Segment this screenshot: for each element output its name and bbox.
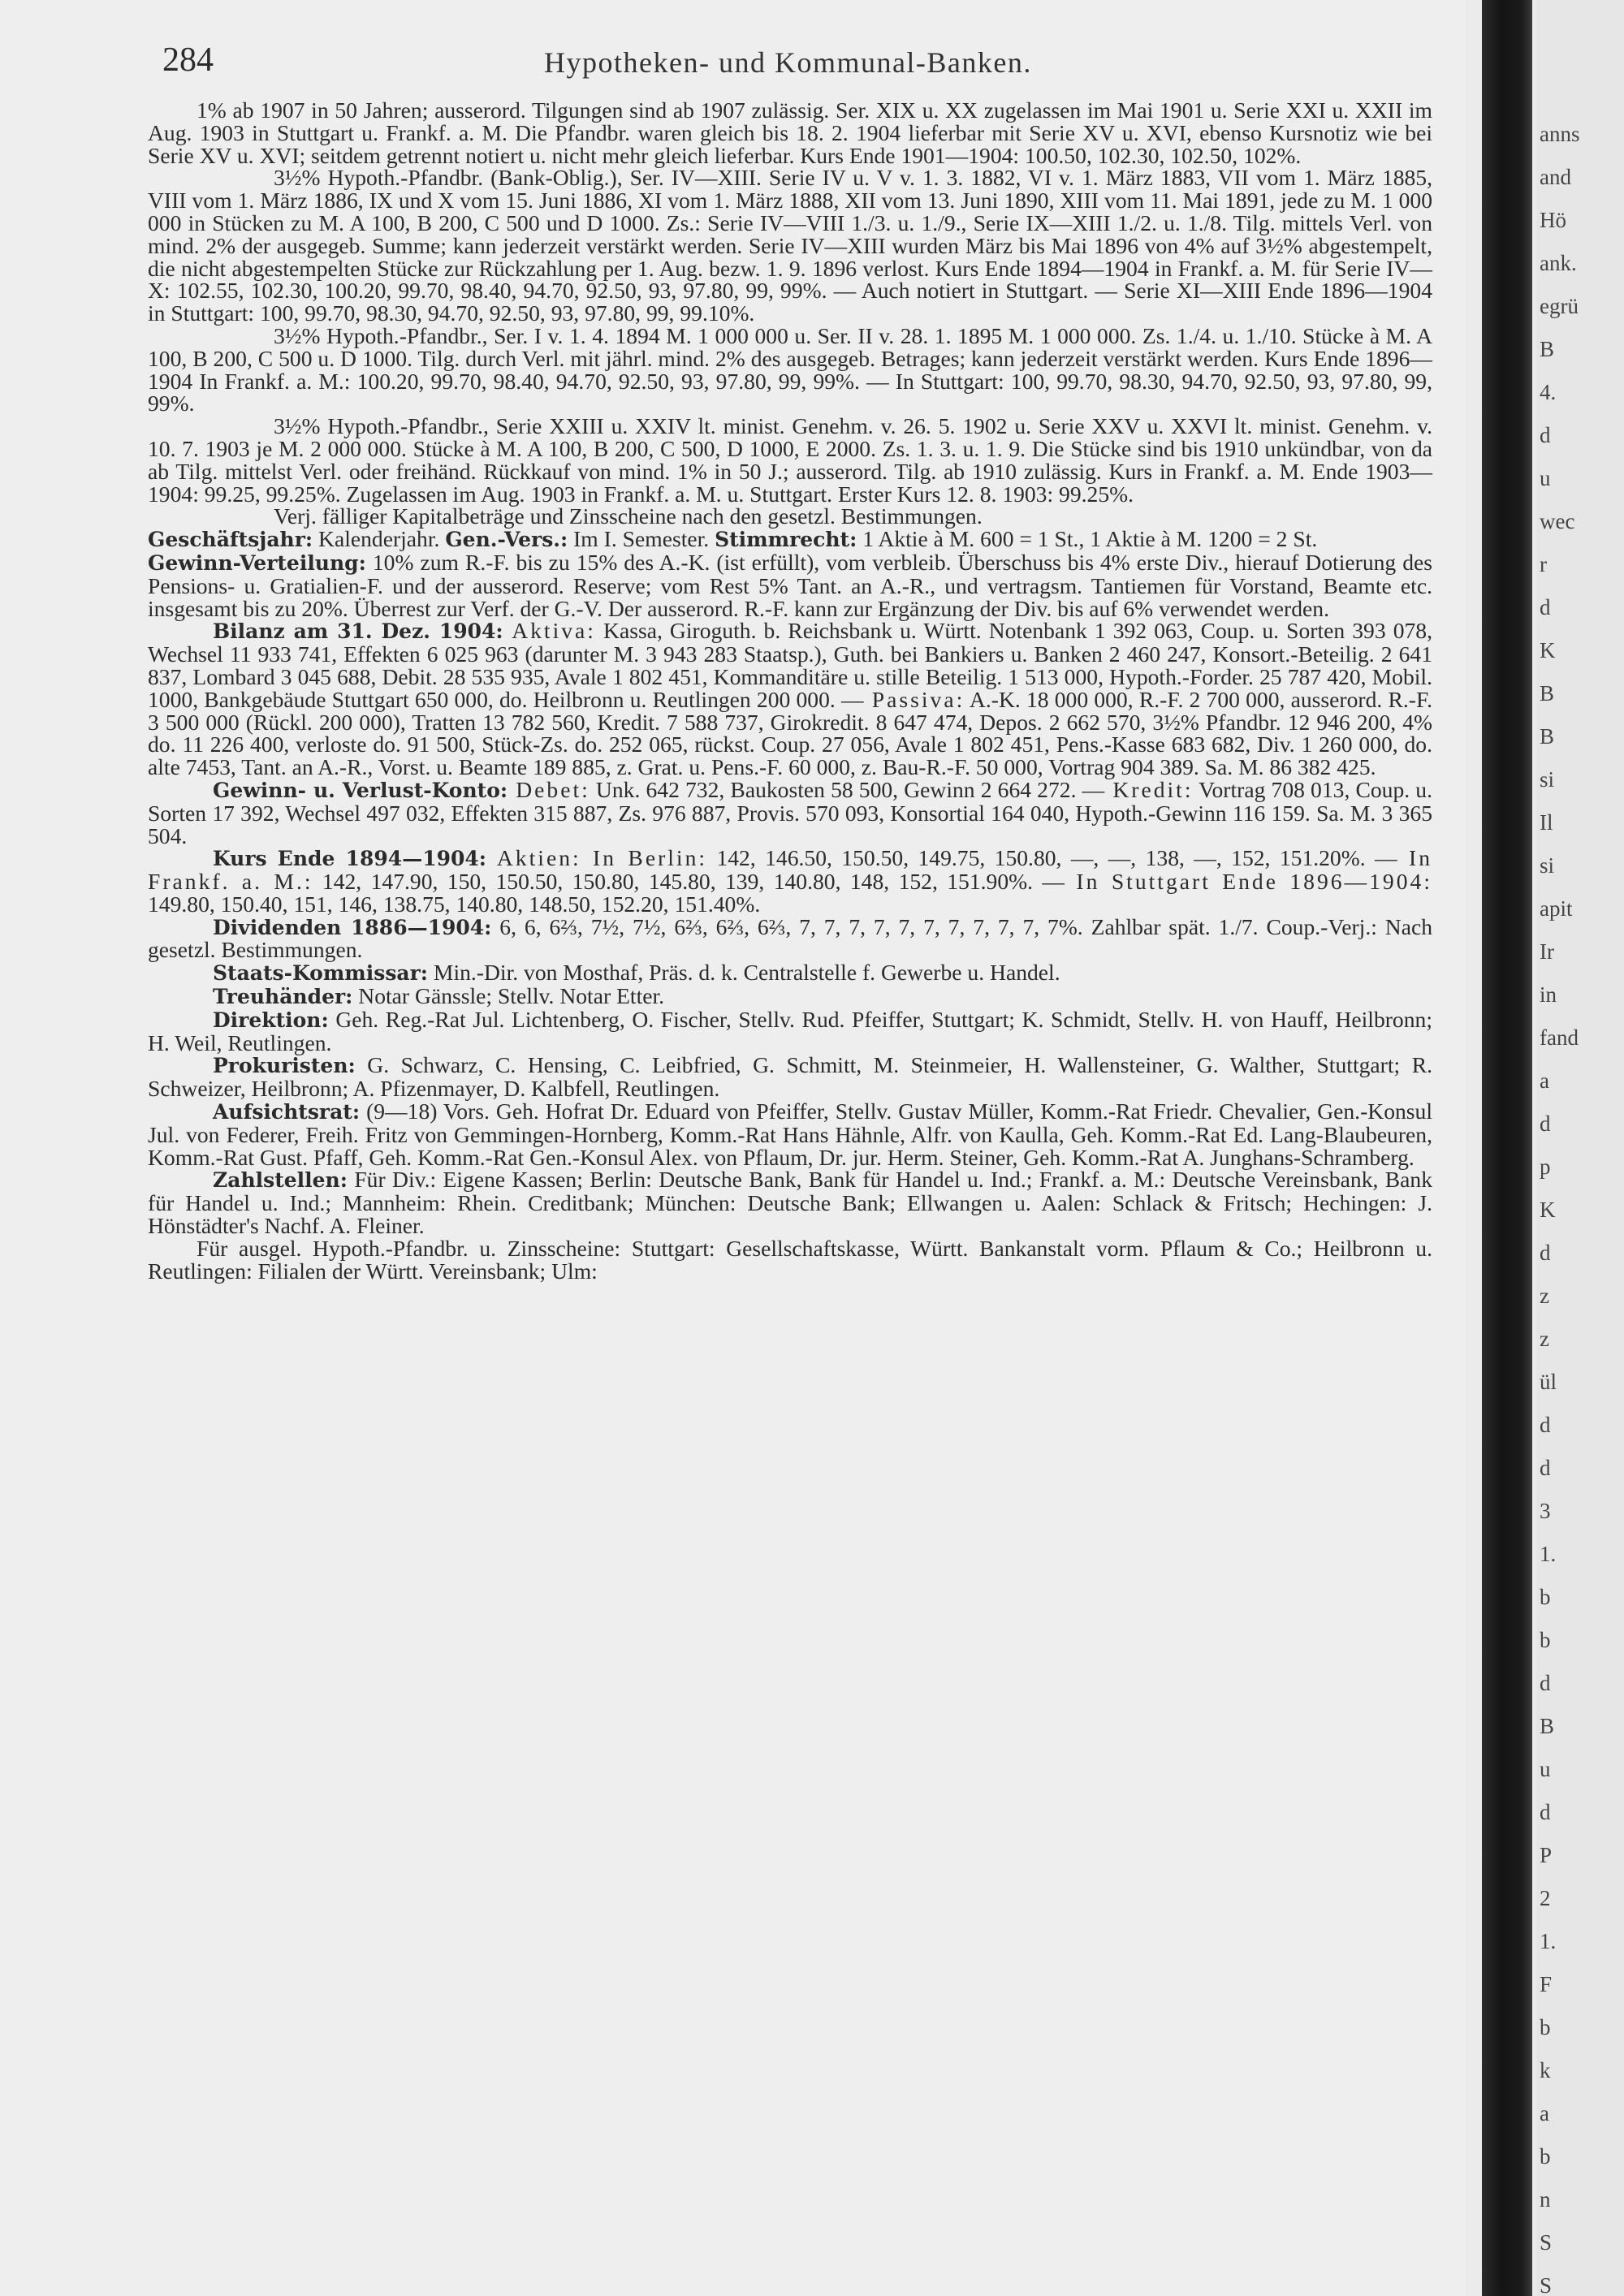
adjacent-page-fragment: d (1540, 1800, 1551, 1824)
adjacent-page-fragment: and (1540, 165, 1571, 189)
adjacent-page-fragment: si (1540, 853, 1555, 878)
adjacent-page-fragment: F (1540, 1972, 1553, 1996)
section-heading: Gewinn- u. Verlust-Konto: (213, 778, 508, 802)
adjacent-page-fragment: B (1540, 1714, 1555, 1738)
paragraph (148, 1054, 1432, 1100)
paragraph (148, 1008, 1432, 1055)
adjacent-page-fragment: d (1540, 1111, 1551, 1136)
paragraph-text: 3½% Hypoth.-Pfandbr., Serie XXIII u. XXIV lt. minist. Genehm. v. 26. 5. 1902 u. Serie XXV u. XXVI lt. minist. Genehm. v. 10. 7. 1903 je M. 2 000 000. Stücke à M. A 100, B 200, C 500, D 1000, E 2000. Zs. 1. 3. u. 1. 9. Die Stücke sind bis 1910 unkündbar, von da ab Tilg. mittelst Verl. oder freihänd. Rückkauf von mind. 1% in 50 J.; ausserord. Tilg. ab 1910 zulässig. Kurs in Frankf. a. M. Ende 1903—1904: 99.25, 99.25%. Zugelassen im Aug. 1903 in Frankf. a. M. u. Stuttgart. Erster Kurs 12. 8. 1903: 99.25%. (148, 413, 1432, 507)
section-heading: Geschäftsjahr: (148, 528, 313, 552)
paragraph (148, 528, 1432, 551)
section-heading: Gewinn-Verteilung: (148, 550, 366, 575)
paragraph (148, 505, 1432, 528)
section-heading: Prokuristen: (213, 1054, 356, 1078)
paragraph-text: 142, 147.90, 150, 150.50, 150.80, 145.80, 139, 140.80, 148, 152, 151.90%. — (313, 869, 1065, 895)
spaced-label: In Frankf. a. M.: (148, 845, 1432, 895)
adjacent-page-fragment: B (1540, 337, 1555, 361)
adjacent-page-fragment: ül (1540, 1370, 1557, 1394)
paragraph (148, 1237, 1432, 1283)
adjacent-page-fragment: z (1540, 1327, 1549, 1351)
adjacent-page-fragment: b (1540, 2015, 1551, 2039)
adjacent-page-fragment: in (1540, 982, 1557, 1007)
adjacent-page-fragment: egrü (1540, 294, 1579, 318)
adjacent-page-fragment: P (1540, 1843, 1553, 1867)
paragraph (148, 322, 1432, 416)
adjacent-page-fragment: d (1540, 423, 1551, 447)
adjacent-page-fragment: K (1540, 1198, 1556, 1222)
section-heading: Gen.-Vers.: (445, 528, 568, 552)
paragraph-text: G. Schwarz, C. Hensing, C. Leibfried, G. Schmitt, M. Steinmeier, H. Wallensteiner, G. Walther, Stuttgart; R. Schweizer, Heilbronn; A. Pfizenmayer, D. Kalbfell, Reutlingen. (148, 1052, 1432, 1102)
section-heading: Zahlstellen: (213, 1168, 348, 1193)
paragraph (148, 776, 1433, 848)
adjacent-page-fragment: Il (1540, 810, 1553, 835)
adjacent-page-fragment: d (1540, 1671, 1551, 1695)
paragraph-text: 1 Aktie à M. 600 = 1 St., 1 Aktie à M. 1200 = 2 St. (857, 526, 1318, 552)
paragraph-text: 149.80, 150.40, 151, 146, 138.75, 140.80, 148.50, 152.20, 151.40%. (148, 891, 761, 917)
binding-gutter (1482, 0, 1532, 2296)
spaced-label: Kredit: (1104, 776, 1194, 802)
adjacent-page-fragment: S (1540, 2230, 1553, 2255)
paragraph (148, 985, 1432, 1008)
body-text (148, 99, 1432, 1282)
running-title: Hypotheken- und Kommunal-Banken. (544, 46, 1032, 79)
paragraph-text: Notar Gänssle; Stellv. Notar Etter. (352, 983, 665, 1009)
adjacent-page-fragment: d (1540, 1413, 1551, 1437)
paragraph-text: 3½% Hypoth.-Pfandbr. (Bank-Oblig.), Ser. IV—XIII. Serie IV u. V v. 1. 3. 1882, VI v. 1. März 1883, VII vom 1. März 1885, VIII vom 1. März 1886, IX und X vom 15. Juni 1886, XI vom 1. März 1888, XII vom 13. Juni 1890, XIII vom 11. Mai 1891, jede zu M. 1 000 000 in Stücken zu M. A 100, B 200, C 500 und D 1000. Zs.: Serie IV—VIII 1./3. u. 1./9., Serie IX—XIII 1./2. u. 1./8. Tilg. mittels Verl. von mind. 2% der ausgegeb. Summe; kann jederzeit verstärkt werden. Serie IV—XIII wurden März bis Mai 1896 von 4% auf 3½% abgestempelt, die nicht abgestempelten Stücke zur Rückzahlung per 1. Aug. bezw. 1. 9. 1896 verlost. Kurs Ende 1894—1904 in Frankf. a. M. für Serie IV—X: 102.55, 102.30, 100.20, 99.70, 98.40, 94.70, 92.50, 93, 97.80, 99, 99%. — Auch notiert in Stuttgart. — Serie XI—XIII Ende 1896—1904 in Stuttgart: 100, 99.70, 98.30, 94.70, 92.50, 93, 97.80, 99, 99.10%. (148, 165, 1432, 326)
paragraph-text: Vortrag 708 013, Coup. u. Sorten 17 392, Wechsel 497 032, Effekten 315 887, Zs. 976 887, Provis. 570 093, Konsortial 164 040, Hypoth.-Gewinn 116 159. Sa. M. 3 365 504. (148, 776, 1433, 848)
adjacent-page-fragment: d (1540, 1456, 1551, 1480)
paragraph-text: A.-K. 18 000 000, R.-F. 2 700 000, ausserord. R.-F. 3 500 000 (Rückl. 200 000), Tratten 13 782 560, Kredit. 7 588 737, Girokredit. 8 647 474, Depos. 2 662 570, 3½% Pfandbr. 12 946 200, 4% do. 11 226 400, verloste do. 91 500, Stück-Zs. do. 252 065, rückst. Coup. 27 056, Avale 1 802 451, Pens.-Kasse 683 682, Div. 1 260 000, do. alte 7453, Tant. an A.-R., Vorst. u. Beamte 189 885, z. Grat. u. Pens.-F. 60 000, z. Bau-R.-F. 50 000, Vortrag 904 389. Sa. M. 86 382 425. (148, 686, 1432, 780)
paragraph-text: Unk. 642 732, Baukosten 58 500, Gewinn 2 664 272. — (590, 776, 1105, 802)
paragraph (148, 1100, 1432, 1168)
paragraph-text: (9—18) Vors. Geh. Hofrat Dr. Eduard von Pfeiffer, Stellv. Gustav Müller, Komm.-Rat Friedr. Chevalier, Gen.-Konsul Jul. von Federer, Freih. Fritz von Gemmingen-Hornberg, Komm.-Rat Hans Hähnle, Alfr. von Kaulla, Geh. Komm.-Rat Ed. Lang-Blaubeuren, Komm.-Rat Gust. Pfaff, Geh. Komm.-Rat Gen.-Konsul Alex. von Pflaum, Dr. jur. Herm. Steiner, Geh. Komm.-Rat A. Junghans-Schramberg. (148, 1098, 1432, 1170)
spaced-label: Passiva: (863, 686, 965, 712)
adjacent-page-fragment: 2 (1540, 1886, 1551, 1910)
paragraph-text: Für Div.: Eigene Kassen; Berlin: Deutsche Bank, Bank für Handel u. Ind.; Frankf. a. M.: Deutsche Vereinsbank, Bank für Handel u. Ind.; Mannheim: Rhein. Creditbank; München: Deutsche Bank; Ellwangen u. Aalen: Schlack & Fritsch; Hechingen: J. Hönstädter's Nachf. A. Fleiner. (148, 1167, 1432, 1239)
adjacent-page-fragment: ank. (1540, 251, 1577, 275)
paragraph-text: 10% zum R.-F. bis zu 15% des A.-K. (ist erfüllt), vom verbleib. Überschuss bis 4% erste Div., hierauf Dotierung des Pensions- u. Gratialien-F. und der ausserord. Reserve; vom Rest 5% Tant. an A.-R., und vertragsm. Tantiemen für Vorstand, Beamte etc. insgesamt bis zu 20%. Überrest zur Verf. der G.-V. Der ausserord. R.-F. kann zur Ergänzung der Div. bis auf 6% verwendet werden. (148, 549, 1432, 621)
adjacent-page-fragment: Ir (1540, 939, 1554, 964)
adjacent-page-fragment: d (1540, 595, 1551, 619)
spaced-label: In Stuttgart Ende 1896—1904: (1065, 869, 1432, 895)
adjacent-page-fragment: anns (1540, 122, 1580, 146)
adjacent-page-fragment: fand (1540, 1025, 1579, 1050)
adjacent-page-fragment: 4. (1540, 380, 1557, 404)
paragraph (148, 99, 1432, 166)
adjacent-page-fragment: b (1540, 1585, 1551, 1609)
section-heading: Dividenden 1886—1904: (213, 915, 492, 939)
adjacent-page-fragment: 3 (1540, 1499, 1551, 1523)
section-heading: Stimmrecht: (715, 528, 857, 552)
adjacent-page-fragment: z (1540, 1284, 1549, 1308)
paragraph-text: Min.-Dir. von Mosthaf, Präs. d. k. Centralstelle f. Gewerbe u. Handel. (428, 960, 1060, 986)
section-heading: Aufsichtsrat: (213, 1100, 361, 1124)
adjacent-page-fragment: r (1540, 552, 1547, 576)
section-heading: Bilanz am 31. Dez. 1904: (213, 619, 503, 644)
paragraph (148, 551, 1432, 619)
page-header (162, 41, 1445, 89)
spaced-label: Debet: (508, 776, 590, 802)
paragraph-text: Geh. Reg.-Rat Jul. Lichtenberg, O. Fischer, Stellv. Rud. Pfeiffer, Stuttgart; K. Schmidt, Stellv. H. von Hauff, Heilbronn; H. Weil, Reutlingen. (148, 1006, 1432, 1055)
adjacent-page-fragment: K (1540, 638, 1556, 662)
adjacent-page-fragment: a (1540, 2101, 1549, 2126)
section-heading: Staats-Kommissar: (213, 961, 429, 986)
adjacent-page-fragment: B (1540, 724, 1555, 749)
section-heading: Direktion: (213, 1008, 329, 1032)
paragraph (148, 913, 1432, 963)
adjacent-page-fragment: a (1540, 1068, 1549, 1093)
paragraph-text: Im I. Semester. (568, 526, 715, 552)
section-heading: Kurs Ende 1894—1904: (213, 847, 487, 871)
paragraph (148, 415, 1432, 505)
adjacent-page-fragment: apit (1540, 896, 1573, 921)
paragraph (148, 619, 1432, 779)
paragraph (148, 961, 1432, 985)
page-number: 284 (162, 41, 214, 79)
paragraph-text: 142, 146.50, 150.50, 149.75, 150.80, —, —, 138, —, 152, 151.20%. — (707, 845, 1397, 871)
paragraph-text: Kassa, Giroguth. b. Reichsbank u. Württ. Notenbank 1 392 063, Coup. u. Sorten 393 078, Wechsel 11 933 741, Effekten 6 025 963 (darunter M. 3 943 283 Staatsp.), Guth. bei Bankiers u. Banken 2 460 247, Konsort.-Beteilig. 2 641 837, Lombard 3 045 688, Debit. 28 535 935, Avale 1 802 451, Kommanditäre u. stille Beteilig. 1 513 000, Hypoth.-Forder. 25 787 420, Mobil. 1000, Bankgebäude Stuttgart 650 000, do. Heilbronn u. Reutlingen 200 000. — (148, 618, 1432, 712)
paragraph-text: Kalenderjahr. (313, 526, 446, 552)
spaced-label: Aktien: In Berlin: (486, 845, 708, 871)
adjacent-page-fragment: b (1540, 2144, 1551, 2169)
adjacent-page-fragment: 1. (1540, 1542, 1557, 1566)
adjacent-page-fragment: u (1540, 1757, 1551, 1781)
spaced-label: Aktiva: (503, 618, 596, 644)
adjacent-page-fragment: wec (1540, 509, 1575, 533)
adjacent-page-fragment: si (1540, 767, 1555, 792)
adjacent-page-fragment: d (1540, 1241, 1551, 1265)
adjacent-page-fragment: Hö (1540, 208, 1566, 232)
adjacent-page-fragment: n (1540, 2187, 1551, 2212)
adjacent-page-fragment: u (1540, 466, 1551, 490)
paragraph (148, 1167, 1432, 1239)
adjacent-page-fragment: S (1540, 2273, 1553, 2296)
paragraph (148, 847, 1432, 915)
adjacent-page-fragment: p (1540, 1154, 1551, 1179)
adjacent-page-fragment: k (1540, 2058, 1551, 2082)
paragraph-text: Für ausgel. Hypoth.-Pfandbr. u. Zinsscheine: Stuttgart: Gesellschaftskasse, Württ. Bankanstalt vorm. Pflaum & Co.; Heilbronn u. Reutlingen: Filialen der Württ. Vereinsbank; Ulm: (148, 1235, 1432, 1284)
paragraph-text: 3½% Hypoth.-Pfandbr., Ser. I v. 1. 4. 1894 M. 1 000 000 u. Ser. II v. 28. 1. 1895 M. 1 000 000. Zs. 1./4. u. 1./10. Stücke à M. A 100, B 200, C 500 u. D 1000. Tilg. durch Verl. mit jährl. mind. 2% des ausgegeb. Betrages; kann jederzeit verstärkt werden. Kurs Ende 1896—1904 In Frankf. a. M.: 100.20, 99.70, 98.40, 94.70, 92.50, 93, 97.80, 99, 99%. — In Stuttgart: 100, 99.70, 98.30, 94.70, 92.50, 93, 97.80, 99, 99%. (148, 322, 1432, 416)
paragraph-text: 6, 6, 6⅔, 7½, 7½, 6⅔, 6⅔, 6⅔, 7, 7, 7, 7, 7, 7, 7, 7, 7, 7, 7%. Zahlbar spät. 1./7. Coup.-Verj.: Nach gesetzl. Bestimmungen. (148, 913, 1432, 963)
adjacent-page-edge (1536, 0, 1624, 2296)
adjacent-page-fragment: b (1540, 1628, 1551, 1652)
adjacent-page-fragment: 1. (1540, 1929, 1557, 1953)
section-heading: Treuhänder: (213, 985, 353, 1009)
paragraph-text: 1% ab 1907 in 50 Jahren; ausserord. Tilgungen sind ab 1907 zulässig. Ser. XIX u. XX zugelassen im Mai 1901 u. Serie XXI u. XXII im Aug. 1903 in Stuttgart u. Frankf. a. M. Die Pfandbr. waren gleich bis 18. 2. 1904 lieferbar mit Serie XV u. XVI, ebenso Kursnotiz wie bei Serie XV u. XVI; seitdem getrennt notiert u. nicht mehr gleich lieferbar. Kurs Ende 1901—1904: 100.50, 102.30, 102.50, 102%. (148, 97, 1432, 168)
adjacent-page-fragment: B (1540, 681, 1555, 706)
paragraph-text: Verj. fälliger Kapitalbeträge und Zinsscheine nach den gesetzl. Bestimmungen. (274, 503, 983, 529)
paragraph (148, 166, 1432, 325)
